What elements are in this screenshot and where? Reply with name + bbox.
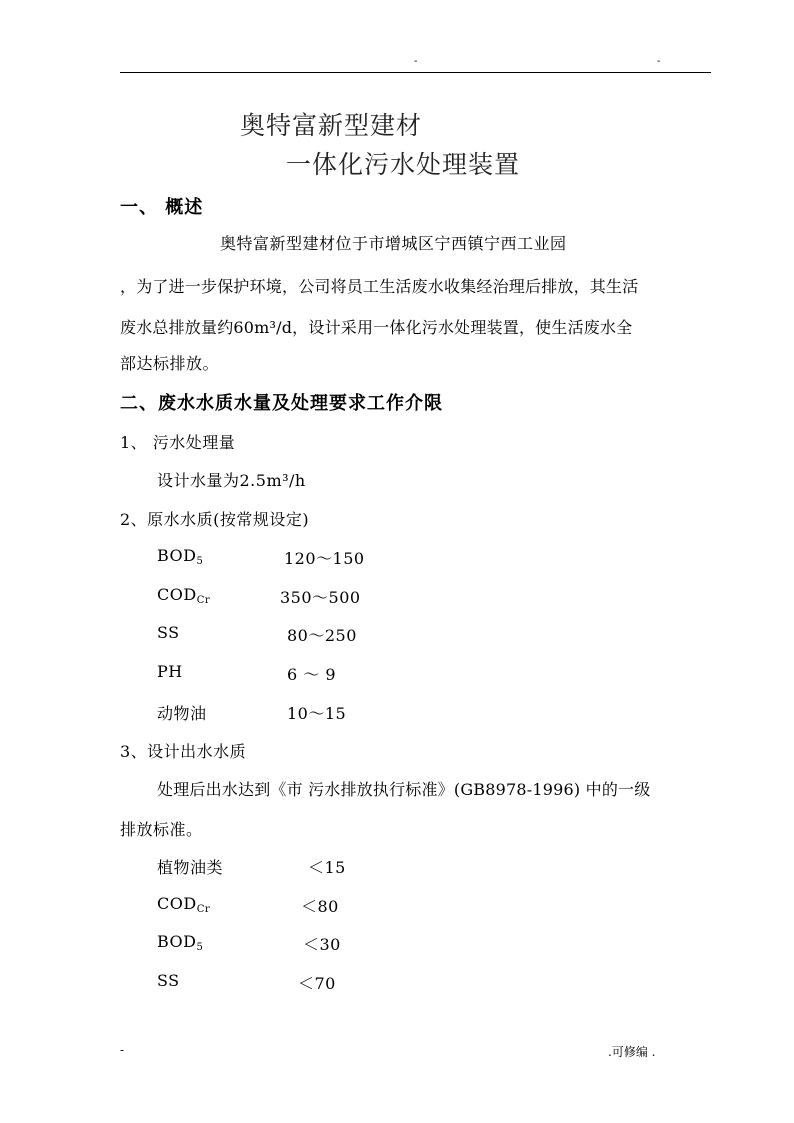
effluent-param-value: ＜80 <box>301 897 339 916</box>
doc-title-line2: 一体化污水处理装置 <box>286 150 521 179</box>
section2-heading: 二、废水水质水量及处理要求工作介限 <box>120 393 443 414</box>
raw-param-name: 动物油 <box>157 704 207 723</box>
section1-heading: 一、 概述 <box>120 197 204 218</box>
effluent-param-value: ＜15 <box>308 858 346 877</box>
raw-param-name: $COD_{Cr}$ <box>157 585 211 606</box>
doc-title-line1: 奥特富新型建材 <box>240 111 423 140</box>
raw-param-value: 10～15 <box>287 704 347 723</box>
item3-text-line2: 排放标准。 <box>120 820 203 839</box>
effluent-param-name: SS <box>157 971 180 990</box>
section1-line4: 部达标排放。 <box>120 354 220 373</box>
item3-title: 3、设计出水水质 <box>120 742 247 761</box>
effluent-param-name: $COD_{Cr}$ <box>157 894 211 915</box>
footer-mark-left: - <box>120 1043 125 1057</box>
item3-text-line1: 处理后出水达到《市 污水排放执行标准》(GB8978-1996) 中的一级 <box>157 780 651 799</box>
section1-line2: ，为了进一步保护环境，公司将员工生活废水收集经治理后排放，其生活 <box>120 277 639 296</box>
raw-param-name: SS <box>157 623 180 642</box>
effluent-param-name: 植物油类 <box>157 858 224 877</box>
raw-param-value: 120～150 <box>284 549 365 568</box>
header-mark-right: - <box>657 56 661 67</box>
effluent-param-value: ＜70 <box>298 974 336 993</box>
footer-editable-label: .可修编 . <box>608 1045 656 1059</box>
raw-param-name: PH <box>157 662 183 681</box>
item2-title: 2、原水水质(按常规设定) <box>120 510 310 529</box>
raw-param-value: 80～250 <box>287 626 357 645</box>
header-mark-left: - <box>414 56 418 67</box>
item1-text: 设计水量为2.5m³/h <box>157 471 306 490</box>
effluent-param-name: $BOD_5$ <box>157 932 204 953</box>
header-rule <box>120 72 711 73</box>
section1-line1: 奥特富新型建材位于市增城区宁西镇宁西工业园 <box>220 234 567 253</box>
raw-param-name: $BOD_5$ <box>157 546 204 567</box>
raw-param-value: 350～500 <box>280 588 361 607</box>
item1-title: 1、 污水处理量 <box>120 433 236 452</box>
section1-line3: 废水总排放量约60m³/d，设计采用一体化污水处理装置，使生活废水全 <box>120 318 633 337</box>
raw-param-value: 6 ～ 9 <box>287 665 337 684</box>
effluent-param-value: ＜30 <box>303 935 341 954</box>
